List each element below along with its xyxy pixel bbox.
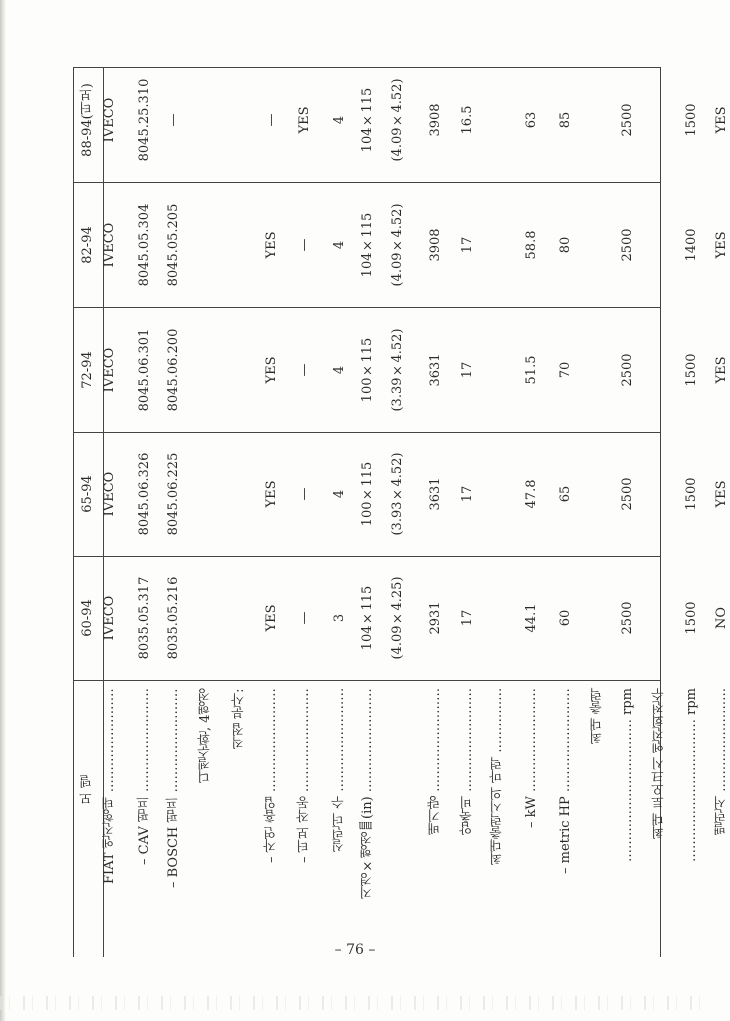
cell-value: — bbox=[297, 611, 312, 625]
cell-value: 80 bbox=[558, 236, 573, 254]
cell-value: IVECO bbox=[102, 471, 117, 517]
row-label: 최대 출력 bbox=[590, 688, 605, 745]
cell-value: — bbox=[264, 113, 279, 127]
row-label: 직접 분사: bbox=[232, 688, 247, 749]
cell-value: 3631 bbox=[428, 477, 443, 511]
row-label: 밸런서 …………………… bbox=[714, 688, 729, 836]
cell-value: 8035.05.317 bbox=[137, 576, 152, 660]
cell-value: 4 bbox=[332, 489, 347, 499]
cell-value: 8045.06.225 bbox=[166, 452, 181, 536]
cell-value: YES bbox=[264, 231, 279, 259]
table-left-rule bbox=[73, 67, 74, 957]
cell-value: IVECO bbox=[102, 97, 117, 143]
cell-value: 8035.05.216 bbox=[166, 576, 181, 660]
cell-value: IVECO bbox=[102, 595, 117, 641]
cell-value: 2500 bbox=[620, 601, 635, 635]
row-label: 최대 토오크시 엔진회전수 bbox=[652, 688, 667, 840]
cell-value: 1500 bbox=[684, 477, 699, 511]
column-divider bbox=[73, 556, 661, 557]
cell-value: 8045.25.310 bbox=[137, 78, 152, 162]
column-divider bbox=[73, 432, 661, 433]
cell-value: 2500 bbox=[620, 228, 635, 262]
row-label: – metric HP …………………… bbox=[558, 688, 573, 874]
cell-value: 8045.05.205 bbox=[166, 203, 181, 287]
cell-value: 60 bbox=[558, 609, 573, 627]
cell-value: 85 bbox=[558, 111, 573, 129]
row-label: – 터보 작동 …………………… bbox=[297, 688, 312, 863]
cell-value: 3908 bbox=[428, 228, 443, 262]
cell-value: YES bbox=[297, 106, 312, 134]
cell-value: (3.93×4.52) bbox=[390, 452, 405, 536]
row-label: 지경×행정㎜(in) …………………… bbox=[360, 688, 375, 899]
cell-value: 100×115 bbox=[360, 337, 375, 403]
cell-value: YES bbox=[714, 480, 729, 508]
cell-value: 17 bbox=[460, 485, 475, 503]
cell-value: 100×115 bbox=[360, 461, 375, 527]
cell-value: 16.5 bbox=[460, 105, 475, 135]
cell-value: 44.1 bbox=[524, 603, 539, 633]
cell-value: 63 bbox=[524, 111, 539, 129]
cell-value: 104×115 bbox=[360, 212, 375, 278]
row-label: 실린더 수 …………………… bbox=[332, 688, 347, 853]
row-label: FIAT 엔진형태 …………………… bbox=[102, 688, 117, 884]
column-header: 65-94 bbox=[80, 475, 95, 513]
cell-value: 8045.06.200 bbox=[166, 328, 181, 412]
row-label: – kW …………………… bbox=[524, 688, 539, 829]
cell-value: 8045.06.301 bbox=[137, 328, 152, 412]
cell-value: — bbox=[297, 238, 312, 252]
column-header: 60-94 bbox=[80, 599, 95, 637]
cell-value: 58.8 bbox=[524, 230, 539, 260]
column-divider bbox=[73, 182, 661, 183]
cell-value: NO bbox=[714, 606, 729, 630]
row-label: – 자연 흡입 …………………… bbox=[264, 688, 279, 863]
cell-value: 104×115 bbox=[360, 585, 375, 651]
table-top-rule bbox=[73, 67, 661, 68]
cell-value: YES bbox=[714, 356, 729, 384]
cell-value: (3.39×4.52) bbox=[390, 328, 405, 412]
cell-value: 4 bbox=[332, 115, 347, 125]
model-header-label: 모 델 bbox=[80, 774, 95, 806]
cell-value: 47.8 bbox=[524, 479, 539, 509]
cell-value: 17 bbox=[460, 361, 475, 379]
cell-value: 1500 bbox=[684, 103, 699, 137]
cell-value: 3631 bbox=[428, 353, 443, 387]
column-divider bbox=[73, 680, 661, 681]
cell-value: 65 bbox=[558, 485, 573, 503]
cell-value: (4.09×4.52) bbox=[390, 78, 405, 162]
cell-value: (4.09×4.52) bbox=[390, 203, 405, 287]
cell-value: YES bbox=[264, 604, 279, 632]
column-header: 72-94 bbox=[80, 351, 95, 389]
cell-value: 17 bbox=[460, 609, 475, 627]
row-label: – BOSCH 펌프 …………………… bbox=[166, 688, 181, 888]
cell-value: 17 bbox=[460, 236, 475, 254]
cell-value: 1400 bbox=[684, 228, 699, 262]
column-header: 88-94(터보) bbox=[80, 83, 95, 157]
row-label: 압축비 …………………… bbox=[460, 688, 475, 836]
cell-value: 2500 bbox=[620, 103, 635, 137]
cell-value: 104×115 bbox=[360, 87, 375, 153]
cell-value: 2931 bbox=[428, 601, 443, 635]
cell-value: 2500 bbox=[620, 477, 635, 511]
row-label: …………………………… rpm bbox=[684, 688, 699, 862]
row-label: – CAV 펌프 …………………… bbox=[137, 688, 152, 865]
cell-value: 3908 bbox=[428, 103, 443, 137]
cell-value: IVECO bbox=[102, 347, 117, 393]
page-number: – 76 – bbox=[334, 942, 376, 958]
cell-value: 51.5 bbox=[524, 355, 539, 385]
cell-value: YES bbox=[714, 106, 729, 134]
cell-value: — bbox=[297, 487, 312, 501]
cell-value: 3 bbox=[332, 613, 347, 623]
column-header: 82-94 bbox=[80, 226, 95, 264]
cell-value: 2500 bbox=[620, 353, 635, 387]
row-label: …………………………… rpm bbox=[620, 688, 635, 862]
cell-value: (4.09×4.25) bbox=[390, 576, 405, 660]
cell-value: 8045.05.304 bbox=[137, 203, 152, 287]
cell-value: 4 bbox=[332, 240, 347, 250]
cell-value: YES bbox=[264, 356, 279, 384]
cell-value: YES bbox=[264, 480, 279, 508]
row-label: 배기량 …………………… bbox=[428, 688, 443, 836]
cell-value: 1500 bbox=[684, 353, 699, 387]
cell-value: IVECO bbox=[102, 222, 117, 268]
row-label: 최대출력시의 마력 …………… bbox=[490, 688, 505, 866]
cell-value: — bbox=[166, 113, 181, 127]
cell-value: 8045.06.326 bbox=[137, 452, 152, 536]
cell-value: YES bbox=[714, 231, 729, 259]
cell-value: 70 bbox=[558, 361, 573, 379]
row-label: 디젤순환, 4행정 bbox=[198, 688, 213, 783]
cell-value: — bbox=[297, 363, 312, 377]
column-divider bbox=[73, 307, 661, 308]
cell-value: 4 bbox=[332, 365, 347, 375]
cell-value: 1500 bbox=[684, 601, 699, 635]
